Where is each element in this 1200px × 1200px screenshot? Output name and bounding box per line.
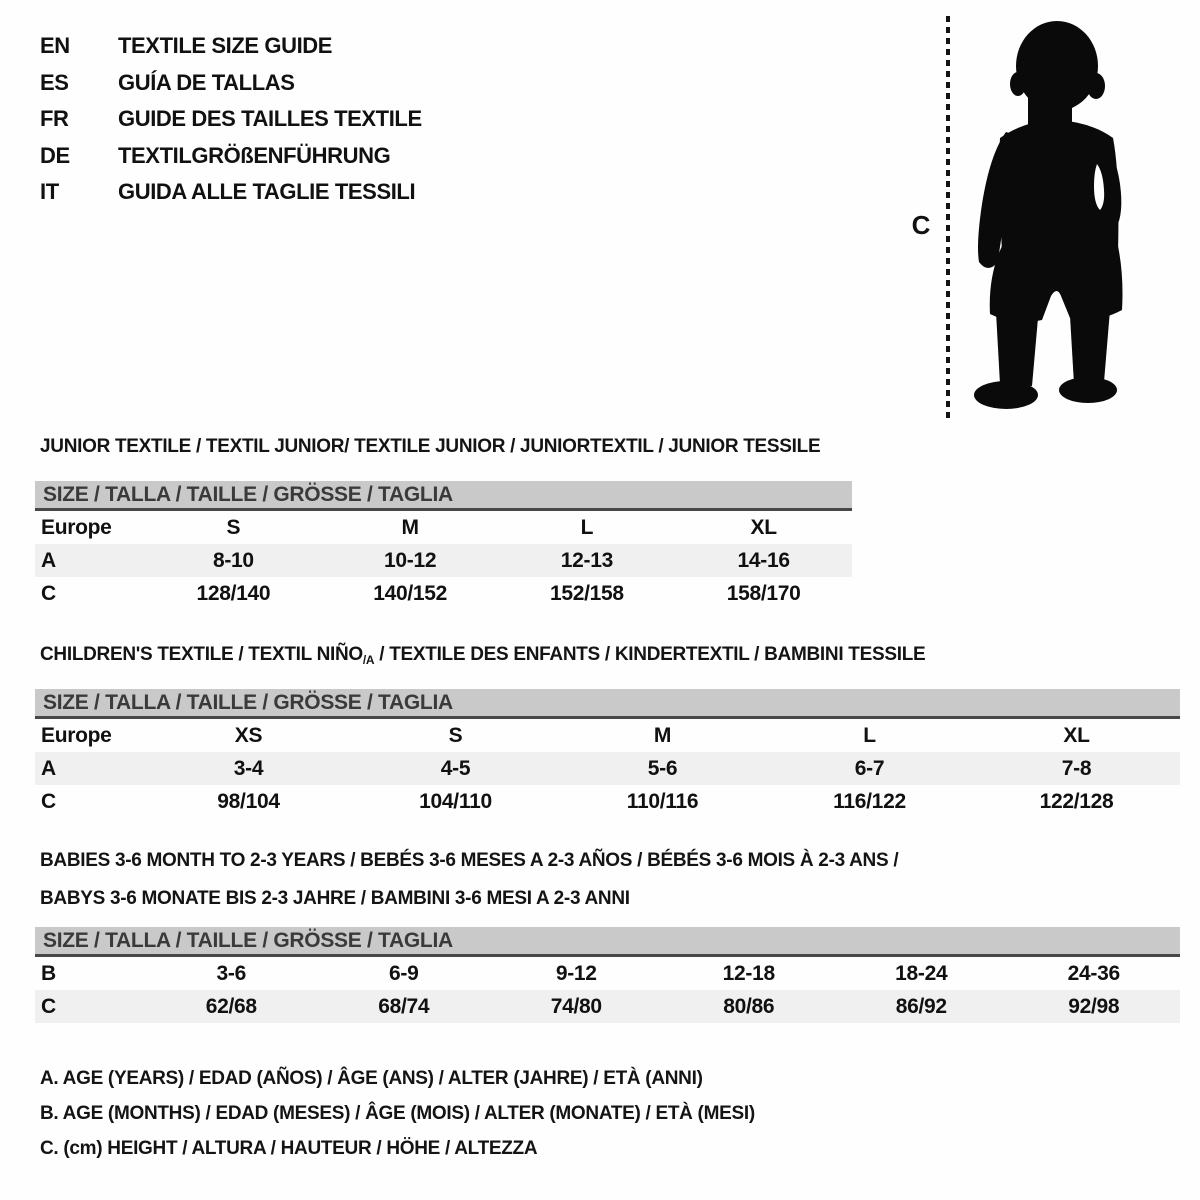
- language-code: FR: [40, 106, 69, 132]
- size-cell: L: [863, 723, 876, 747]
- size-cell: 86/92: [895, 994, 947, 1018]
- size-cell: 18-24: [895, 961, 948, 985]
- size-cell: S: [226, 515, 241, 539]
- row-label: A: [41, 756, 56, 780]
- size-cell: 128/140: [196, 581, 271, 605]
- size-cell: 152/158: [549, 581, 624, 605]
- language-code: ES: [40, 69, 69, 95]
- size-cell: XS: [234, 723, 263, 747]
- size-cell: 12-18: [722, 961, 775, 985]
- row-label: A: [41, 548, 56, 572]
- row-label: B: [41, 961, 56, 985]
- row-label: C: [41, 994, 56, 1018]
- size-cell: M: [653, 723, 672, 747]
- size-cell: 7-8: [1061, 756, 1092, 780]
- table-row: [35, 957, 1180, 990]
- table-row: [35, 990, 1180, 1023]
- language-row: [40, 28, 422, 65]
- size-cell: 5-6: [647, 756, 678, 780]
- size-cell: M: [401, 515, 419, 539]
- table-row: [35, 511, 852, 544]
- row-label: C: [41, 581, 56, 605]
- guide-title-en: TEXTILE SIZE GUIDE: [118, 33, 333, 59]
- children-title-pre: CHILDREN'S TEXTILE / TEXTIL NIÑO: [40, 644, 363, 665]
- children-size-table: [35, 689, 1180, 818]
- size-cell: 80/86: [723, 994, 775, 1018]
- table-row: [35, 785, 1180, 818]
- table-row: [35, 577, 852, 610]
- size-cell: XL: [750, 515, 777, 539]
- children-table-rows: [35, 719, 1180, 818]
- size-cell: 6-9: [389, 961, 419, 985]
- babies-table-rows: [35, 957, 1180, 1023]
- table-row: [35, 719, 1180, 752]
- size-header-bar: SIZE / TALLA / TAILLE / GRÖSSE / TAGLIA: [35, 481, 852, 511]
- row-label: Europe: [41, 515, 112, 539]
- measurement-legend: [40, 1068, 755, 1173]
- children-title-post: / TEXTILE DES ENFANTS / KINDERTEXTIL / BAMBINI TESSILE: [374, 644, 926, 665]
- legend-height-cm: C. (cm) HEIGHT / ALTURA / HAUTEUR / HÖHE / ALTEZZA: [40, 1138, 538, 1159]
- size-cell: 3-4: [233, 756, 264, 780]
- guide-title-it: GUIDA ALLE TAGLIE TESSILI: [118, 179, 416, 205]
- junior-table-rows: [35, 511, 852, 610]
- size-cell: 110/116: [626, 789, 699, 813]
- row-label: Europe: [41, 723, 112, 747]
- babies-section-title-line1: BABIES 3-6 MONTH TO 2-3 YEARS / BEBÉS 3-6 MESES A 2-3 AÑOS / BÉBÉS 3-6 MOIS À 2-3 ANS /: [40, 850, 899, 871]
- junior-section-title: JUNIOR TEXTILE / TEXTIL JUNIOR/ TEXTILE JUNIOR / JUNIORTEXTIL / JUNIOR TESSILE: [40, 436, 821, 457]
- size-cell: 9-12: [555, 961, 597, 985]
- size-cell: 104/110: [419, 789, 492, 813]
- language-row: [40, 101, 422, 138]
- table-row: [35, 544, 852, 577]
- language-code: EN: [40, 33, 70, 59]
- size-cell: 98/104: [217, 789, 280, 813]
- size-header-bar: SIZE / TALLA / TAILLE / GRÖSSE / TAGLIA: [35, 689, 1180, 719]
- size-cell: 158/170: [726, 581, 801, 605]
- children-section-title: [40, 644, 925, 667]
- language-row: [40, 174, 422, 211]
- size-cell: 92/98: [1068, 994, 1120, 1018]
- size-cell: 24-36: [1067, 961, 1120, 985]
- legend-age-months: B. AGE (MONTHS) / EDAD (MESES) / ÂGE (MOIS) / ALTER (MONATE) / ETÀ (MESI): [40, 1103, 755, 1124]
- junior-size-table: [35, 481, 852, 610]
- size-cell: 62/68: [205, 994, 257, 1018]
- size-cell: 12-13: [560, 548, 613, 572]
- size-header-bar: SIZE / TALLA / TAILLE / GRÖSSE / TAGLIA: [35, 927, 1180, 957]
- size-cell: 14-16: [737, 548, 790, 572]
- size-cell: 74/80: [550, 994, 602, 1018]
- toddler-silhouette-icon: [966, 14, 1138, 418]
- height-c-label: C: [911, 210, 931, 240]
- table-row: [35, 752, 1180, 785]
- size-cell: 6-7: [854, 756, 885, 780]
- guide-title-es: GUÍA DE TALLAS: [118, 69, 295, 95]
- size-cell: 68/74: [378, 994, 430, 1018]
- size-cell: 122/128: [1039, 789, 1114, 813]
- legend-age-years: A. AGE (YEARS) / EDAD (AÑOS) / ÂGE (ANS) / ALTER (JAHRE) / ETÀ (ANNI): [40, 1068, 703, 1089]
- language-row: [40, 65, 422, 102]
- guide-title-de: TEXTILGRÖßENFÜHRUNG: [118, 142, 391, 168]
- language-code: DE: [40, 142, 70, 168]
- babies-size-table: [35, 927, 1180, 1023]
- size-cell: 4-5: [440, 756, 471, 780]
- size-cell: XL: [1063, 723, 1090, 747]
- size-cell: S: [448, 723, 463, 747]
- size-cell: L: [580, 515, 594, 539]
- language-code: IT: [40, 179, 59, 205]
- size-cell: 8-10: [212, 548, 254, 572]
- height-measure-dashed-line: [946, 16, 950, 418]
- size-cell: 116/122: [833, 789, 906, 813]
- row-label: C: [41, 789, 56, 813]
- language-row: [40, 138, 422, 175]
- children-title-sub: /A: [362, 653, 375, 667]
- guide-title-fr: GUIDE DES TAILLES TEXTILE: [118, 106, 422, 132]
- size-cell: 3-6: [216, 961, 246, 985]
- size-cell: 10-12: [384, 548, 437, 572]
- babies-section-title-line2: BABYS 3-6 MONATE BIS 2-3 JAHRE / BAMBINI 3-6 MESI A 2-3 ANNI: [40, 888, 630, 909]
- language-title-list: [40, 28, 422, 211]
- size-cell: 140/152: [373, 581, 448, 605]
